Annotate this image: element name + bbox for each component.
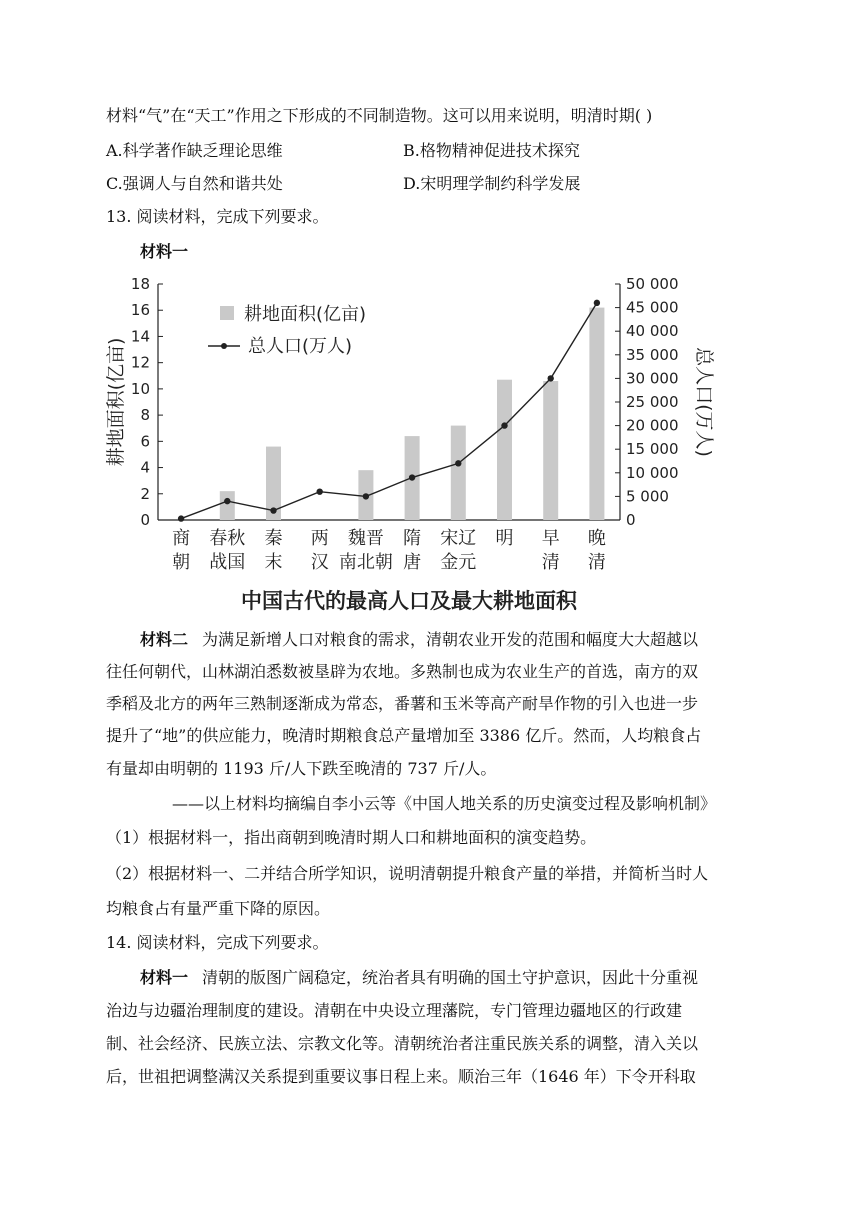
q13-sub1: （1）根据材料一，指出商朝到晚清时期人口和耕地面积的演变趋势。 bbox=[106, 828, 597, 847]
category-label-line-2: 南北朝 bbox=[338, 552, 393, 573]
farmland-bar bbox=[589, 308, 604, 520]
right-tick-label: 35 000 bbox=[626, 345, 679, 364]
left-tick-label: 8 bbox=[140, 406, 150, 425]
right-axis-title: 总人口(万人) bbox=[693, 347, 715, 457]
category-label-line-1: 早 bbox=[541, 528, 560, 549]
left-tick-label: 12 bbox=[130, 353, 150, 372]
option-d: D.宋明理学制约科学发展 bbox=[403, 174, 581, 193]
q13-sub2-line-2: 均粮食占有量严重下降的原因。 bbox=[106, 899, 331, 918]
farmland-bar bbox=[451, 426, 466, 520]
category-label-line-2: 战国 bbox=[209, 552, 246, 573]
farmland-bar bbox=[543, 381, 558, 520]
left-tick-label: 2 bbox=[140, 484, 150, 503]
right-tick-label: 50 000 bbox=[626, 275, 679, 293]
q13-material2-line-3: 季稻及北方的两年三熟制逐渐成为常态，番薯和玉米等高产耐旱作物的引入也进一步 bbox=[106, 694, 699, 713]
left-tick-label: 4 bbox=[140, 458, 150, 477]
population-point bbox=[455, 460, 461, 466]
category-label-line-2: 唐 bbox=[403, 552, 422, 573]
population-point bbox=[363, 493, 369, 499]
category-label-line-1: 秦 bbox=[264, 528, 283, 549]
left-axis-title: 耕地面积(亿亩) bbox=[105, 337, 127, 467]
farmland-bar bbox=[220, 491, 235, 520]
q13-heading: 13. 阅读材料，完成下列要求。 bbox=[106, 207, 329, 226]
left-tick-label: 18 bbox=[130, 275, 150, 293]
category-label-line-2: 金元 bbox=[440, 552, 477, 573]
category-label-line-2: 汉 bbox=[310, 552, 329, 573]
option-c: C.强调人与自然和谐共处 bbox=[106, 174, 283, 193]
q13-material2-line-4: 提升了“地”的供应能力，晚清时期粮食总产量增加至 3386 亿斤。然而，人均粮食占 bbox=[106, 726, 702, 745]
category-label-line-1: 隋 bbox=[403, 528, 422, 549]
farmland-bar bbox=[497, 380, 512, 520]
legend-line-marker bbox=[221, 343, 227, 349]
right-tick-label: 5 000 bbox=[626, 487, 669, 506]
q14-heading: 14. 阅读材料，完成下列要求。 bbox=[106, 933, 329, 952]
q13-material2-label: 材料二 bbox=[140, 630, 189, 649]
right-tick-label: 20 000 bbox=[626, 416, 679, 435]
population-point bbox=[409, 474, 415, 480]
category-label-line-1: 晚 bbox=[587, 528, 606, 549]
population-point bbox=[270, 507, 276, 513]
population-point bbox=[501, 422, 507, 428]
left-tick-label: 14 bbox=[130, 327, 150, 346]
q14-material1-line-3: 制、社会经济、民族立法、宗教文化等。清朝统治者注重民族关系的调整，清入关以 bbox=[106, 1034, 699, 1053]
right-tick-label: 45 000 bbox=[626, 298, 679, 317]
right-tick-label: 10 000 bbox=[626, 463, 679, 482]
option-a: A.科学著作缺乏理论思维 bbox=[106, 141, 283, 160]
left-tick-label: 0 bbox=[140, 511, 150, 529]
chart-title: 中国古代的最高人口及最大耕地面积 bbox=[241, 589, 577, 613]
legend-bar-swatch bbox=[220, 306, 234, 320]
category-label-line-2: 清 bbox=[541, 552, 560, 573]
population-farmland-chart bbox=[100, 268, 715, 624]
population-point bbox=[317, 488, 323, 494]
q14-material1-line-1 bbox=[140, 966, 698, 990]
right-tick-label: 25 000 bbox=[626, 393, 679, 411]
category-label-line-2: 朝 bbox=[172, 552, 191, 573]
q13-source: ——以上材料均摘编自李小云等《中国人地关系的历史演变过程及影响机制》 bbox=[172, 794, 717, 813]
population-point bbox=[224, 498, 230, 504]
q14-material1-text-1: 清朝的版图广阔稳定，统治者具有明确的国土守护意识，因此十分重视 bbox=[202, 968, 699, 987]
q13-material2-line-2: 往任何朝代，山林湖泊悉数被垦辟为农地。多熟制也成为农业生产的首选，南方的双 bbox=[106, 662, 699, 681]
category-label-line-1: 春秋 bbox=[209, 528, 246, 549]
legend-line-label: 总人口(万人) bbox=[248, 336, 353, 357]
category-label-line-2: 清 bbox=[587, 552, 606, 573]
q14-material1-label: 材料一 bbox=[140, 968, 189, 987]
left-tick-label: 10 bbox=[130, 379, 150, 398]
right-tick-label: 40 000 bbox=[626, 322, 679, 341]
option-b: B.格物精神促进技术探究 bbox=[403, 141, 580, 160]
q14-material1-line-2: 治边与边疆治理制度的建设。清朝在中央设立理藩院，专门管理边疆地区的行政建 bbox=[106, 1001, 683, 1020]
right-tick-label: 30 000 bbox=[626, 369, 679, 388]
category-label-line-1: 宋辽 bbox=[440, 528, 477, 549]
left-tick-label: 6 bbox=[140, 432, 150, 451]
q13-material2-line-5: 有量却由明朝的 1193 斤/人下跌至晚清的 737 斤/人。 bbox=[106, 759, 497, 778]
population-point bbox=[178, 515, 184, 521]
category-label-line-1: 明 bbox=[495, 528, 514, 549]
category-label-line-1: 商 bbox=[172, 528, 191, 549]
q14-material1-line-4: 后，世祖把调整满汉关系提到重要议事日程上来。顺治三年（1646 年）下令开科取 bbox=[106, 1067, 696, 1086]
population-line bbox=[181, 303, 597, 519]
q13-material2-line-1 bbox=[140, 628, 698, 652]
left-tick-label: 16 bbox=[130, 301, 150, 320]
category-label-line-1: 两 bbox=[310, 528, 329, 549]
q13-material2-text-1: 为满足新增人口对粮食的需求，清朝农业开发的范围和幅度大大超越以 bbox=[202, 630, 699, 649]
category-label-line-2: 末 bbox=[264, 552, 283, 573]
right-tick-label: 15 000 bbox=[626, 440, 679, 459]
q13-sub2-line-1: （2）根据材料一、二并结合所学知识，说明清朝提升粮食产量的举措，并简析当时人 bbox=[106, 864, 709, 883]
chart-svg bbox=[100, 268, 715, 624]
legend-bar-label: 耕地面积(亿亩) bbox=[244, 304, 367, 325]
q13-material1-label: 材料一 bbox=[140, 242, 189, 261]
category-label-line-1: 魏晋 bbox=[347, 528, 384, 549]
question-stem-tail: 材料“气”在“天工”作用之下形成的不同制造物。这可以用来说明，明清时期( ) bbox=[106, 106, 653, 125]
population-point bbox=[594, 300, 600, 306]
population-point bbox=[548, 375, 554, 381]
right-tick-label: 0 bbox=[626, 511, 636, 529]
